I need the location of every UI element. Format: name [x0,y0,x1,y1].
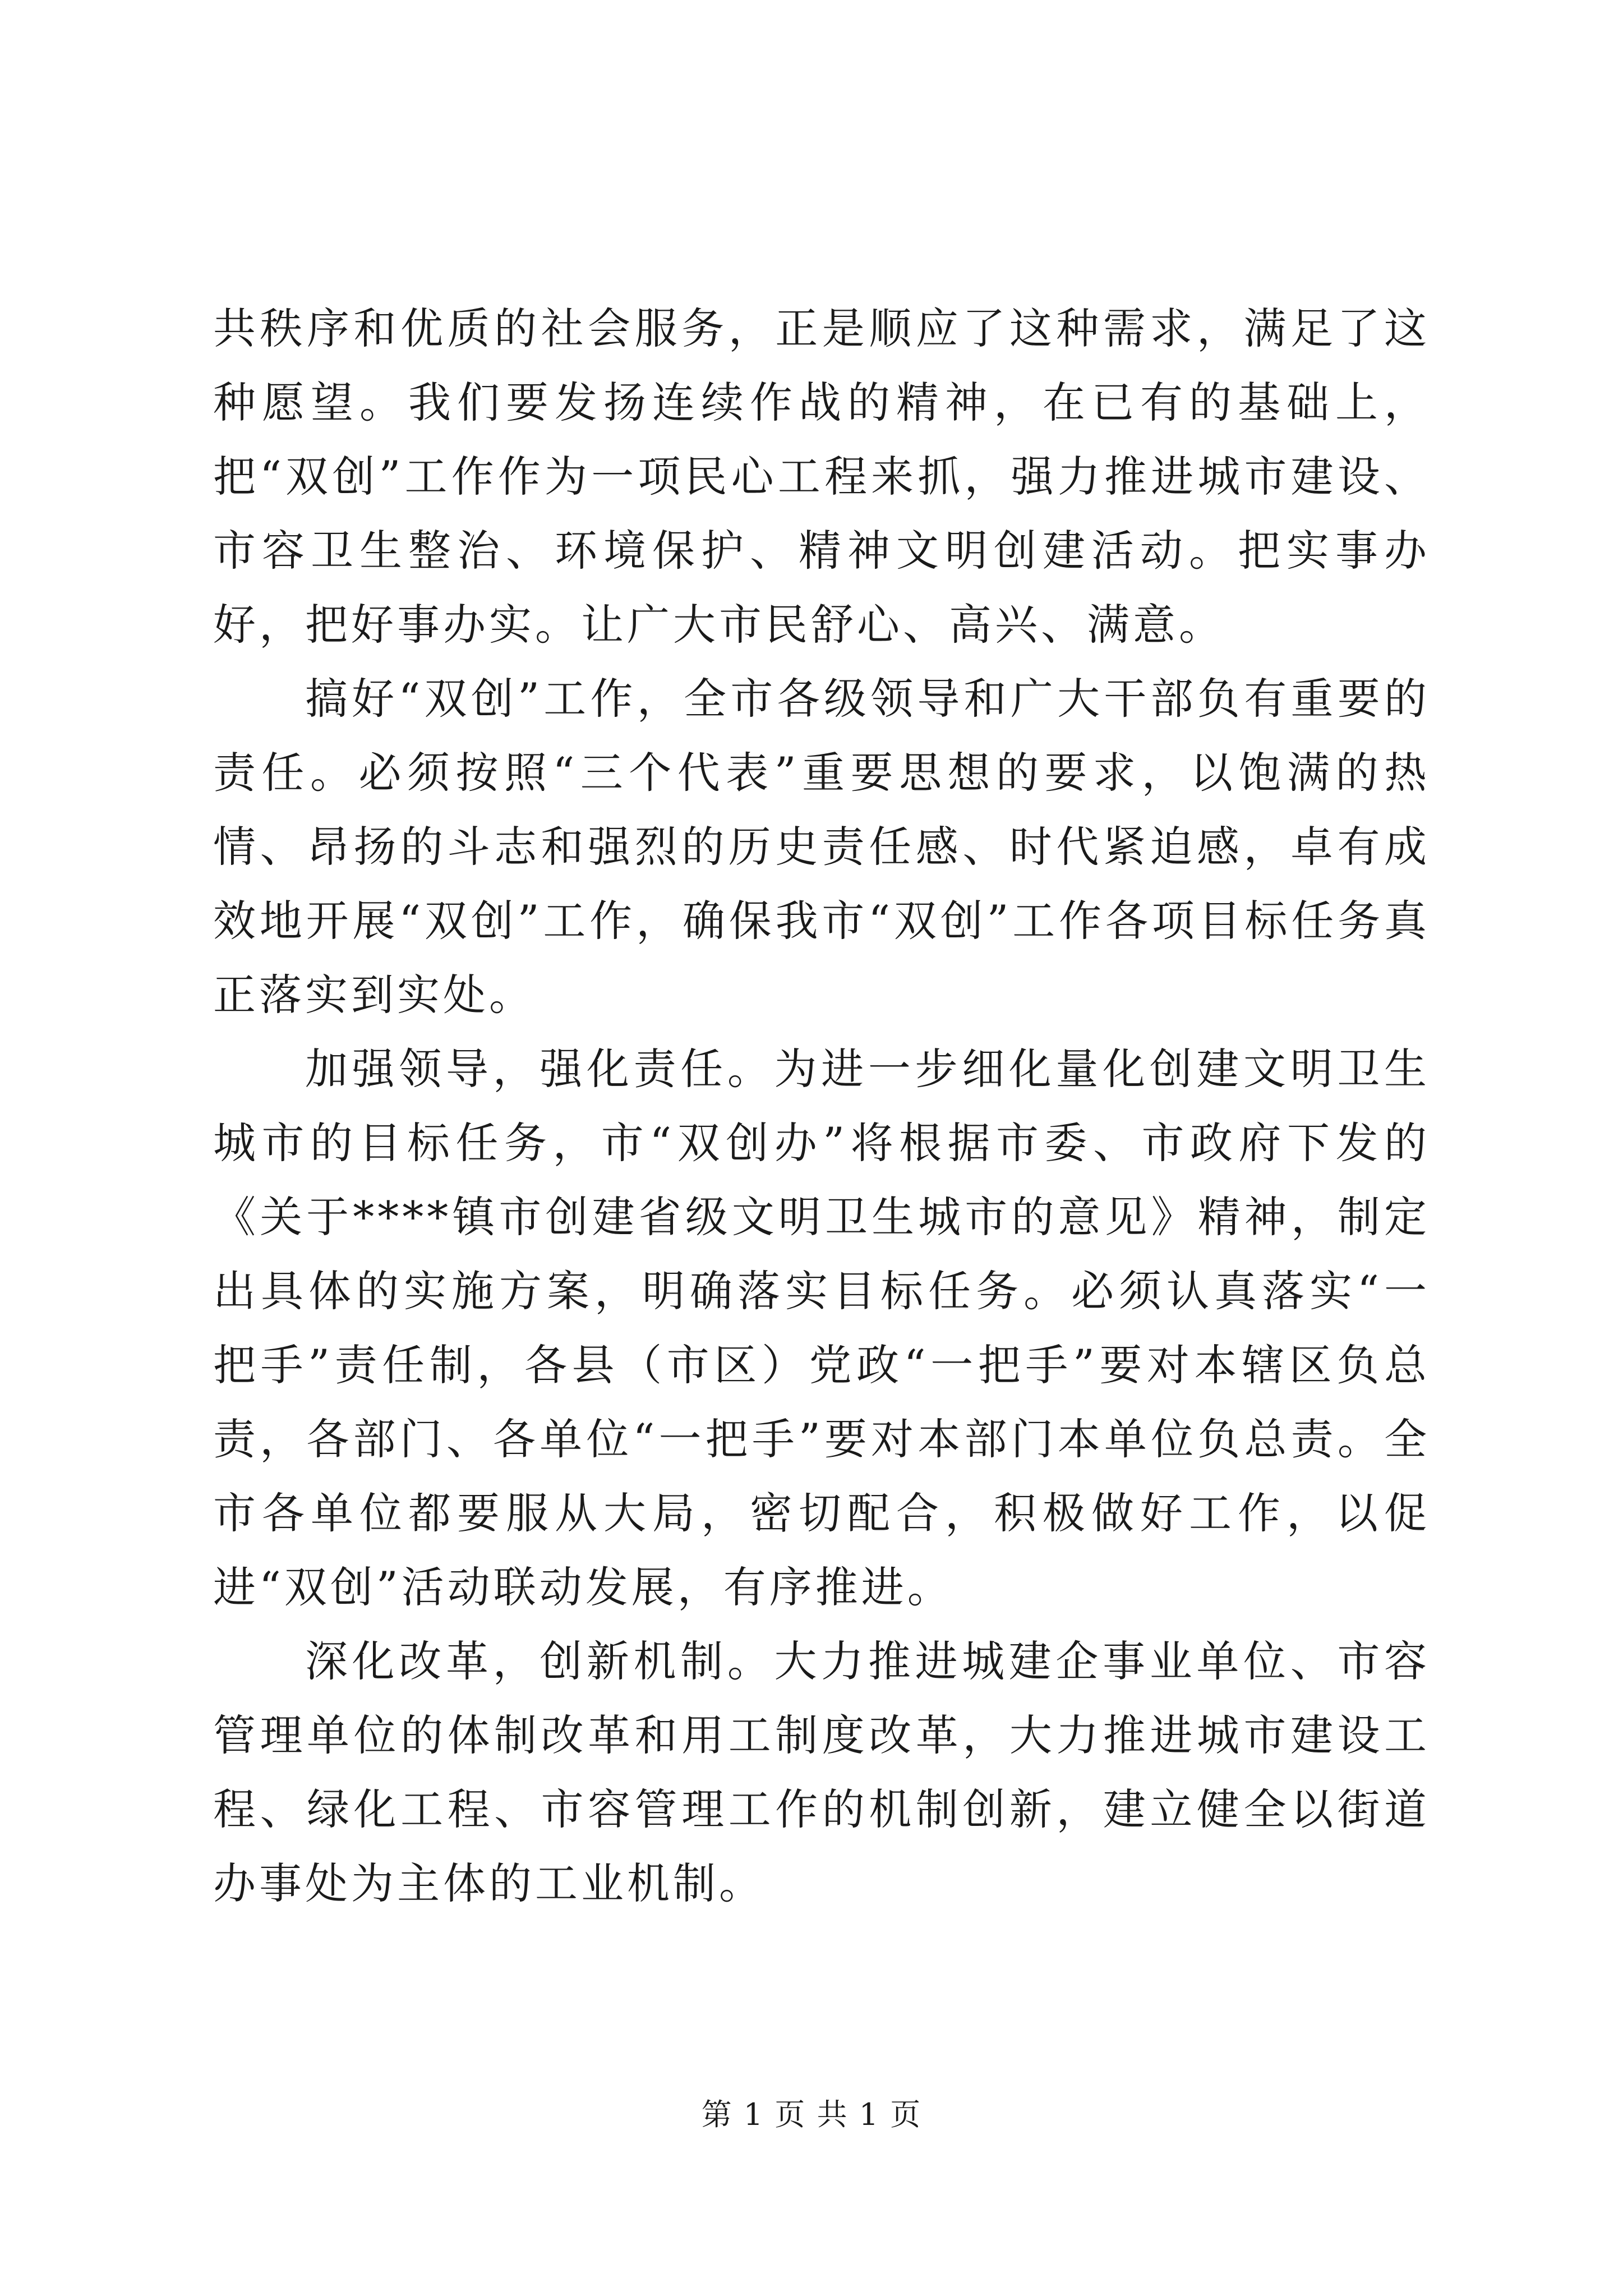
paragraph-2: 搞好“双创”工作，全市各级领导和广大干部负有重要的责任。必须按照“三个代表”重要思想的要求，以饱满的热情、昂扬的斗志和强烈的历史责任感、时代紧迫感，卓有成效地开展“双创”工作，确保我市“双创”工作各项目标任务真正落实到实处。 [213,674,1430,1020]
paragraph-3: 加强领导，强化责任。为进一步细化量化创建文明卫生城市的目标任务，市“双创办”将根据市委、市政府下发的《关于****镇市创建省级文明卫生城市的意见》精神，制定出具体的实施方案，明确落实目标任务。必须认真落实“一把手”责任制，各县（市区）党政“一把手”要对本辖区负总责，各部门、各单位“一把手”要对本部门本单位负总责。全市各单位都要服从大局，密切配合，积极做好工作，以促进“双创”活动联动发展，有序推进。 [213,1044,1430,1612]
paragraph-1: 共秩序和优质的社会服务，正是顺应了这种需求，满足了这种愿望。我们要发扬连续作战的精神，在已有的基础上，把“双创”工作作为一项民心工程来抓，强力推进城市建设、市容卫生整治、环境保护、精神文明创建活动。把实事办好，把好事办实。让广大市民舒心、高兴、满意。 [213,303,1430,650]
page-footer: 第 1 页 共 1 页 [701,2097,922,2132]
body-text [213,292,1430,1921]
paragraph-4: 深化改革，创新机制。大力推进城建企事业单位、市容管理单位的体制改革和用工制度改革，大力推进城市建设工程、绿化工程、市容管理工作的机制创新，建立健全以街道办事处为主体的工业机制。 [213,1636,1430,1908]
